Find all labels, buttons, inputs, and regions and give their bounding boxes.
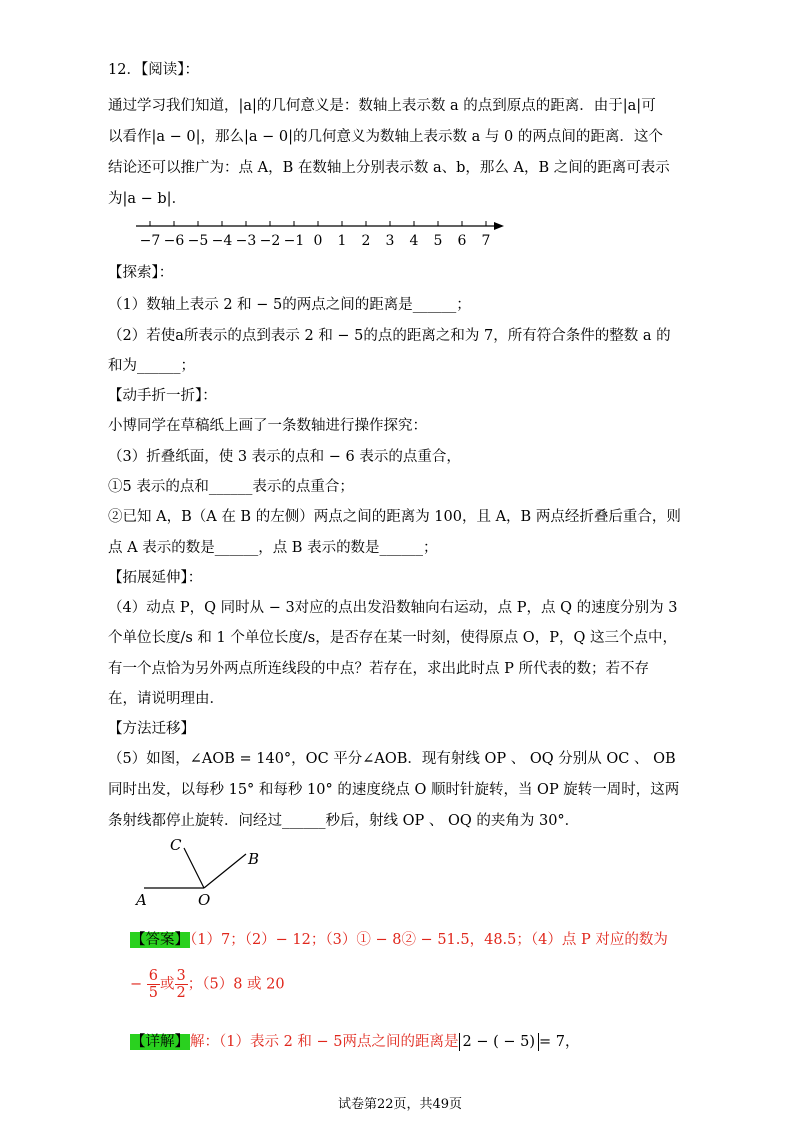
number-line-tick-label: 0 — [313, 233, 323, 249]
read-line-2: 以看作|a − 0|，那么|a − 0|的几何意义为数轴上表示数 a 与 0 的两点间的距离．这个 — [108, 129, 663, 145]
section-read-heading: 【阅读】： — [140, 62, 199, 78]
number-line-arrow — [494, 222, 504, 230]
section-extend-heading: 【拓展延伸】： — [108, 570, 203, 586]
label-O: O — [198, 891, 211, 909]
fraction-2-denominator: 2 — [176, 985, 186, 1001]
question-4-line-2: 个单位长度/s 和 1 个单位长度/s，是否存在某一时刻，使得原点 O，P，Q 这三个点中， — [108, 630, 677, 646]
question-4-line-4: 在，请说明理由． — [108, 691, 224, 707]
angle-figure — [130, 830, 280, 910]
answer-text: （1）7；（2）− 12；（3）① − 8② − 51.5，48.5；（4）点 P 对应的数为 — [190, 932, 668, 948]
read-line-3: 结论还可以推广为：点 A，B 在数轴上分别表示数 a、b，那么 A，B 之间的距离可表示 — [108, 160, 670, 176]
number-line-tick-label: 1 — [337, 233, 347, 249]
question-1: （1）数轴上表示 2 和 − 5的两点之间的距离是______； — [108, 297, 471, 313]
number-line-tick-label: 3 — [385, 233, 395, 249]
question-4-line-3: 有一个点恰为另外两点所连线段的中点？若存在，求出此时点 P 所代表的数；若不存 — [108, 661, 649, 677]
number-line-tick-label: −1 — [283, 233, 305, 249]
number-line-tick-label: −7 — [139, 233, 161, 249]
detail-text: 解：（1）表示 2 和 − 5两点之间的距离是 — [190, 1034, 459, 1050]
answer-tag: 【答案】 — [131, 932, 189, 948]
ray-OB — [204, 854, 246, 888]
answer-negative-sign: − — [130, 976, 143, 993]
number-line-tick-label: 2 — [361, 233, 371, 249]
fraction-1-numerator: 6 — [148, 968, 158, 984]
number-line-tick-label: −6 — [163, 233, 185, 249]
fraction-1-denominator: 5 — [148, 985, 158, 1001]
question-4-line-1: （4）动点 P，Q 同时从 − 3对应的点出发沿数轴向右运动，点 P，点 Q 的速度分别为 3 — [108, 600, 678, 616]
number-line-tick-label: 6 — [457, 233, 467, 249]
number-line-tick-label: −4 — [211, 233, 233, 249]
page-footer: 试卷第22页，共49页 — [337, 1097, 463, 1112]
label-A: A — [136, 891, 147, 909]
detail-tag: 【详解】 — [131, 1034, 189, 1050]
answer-or: 或 — [160, 976, 175, 993]
read-line-4: 为|a − b|． — [108, 191, 187, 207]
question-number: 12． — [108, 62, 141, 78]
ray-OC — [184, 848, 204, 888]
question-3-part-2-line-1: ②已知 A，B（A 在 B 的左侧）两点之间的距离为 100，且 A，B 两点经折叠后重合，则 — [108, 509, 681, 525]
fraction-2-numerator: 3 — [176, 968, 186, 984]
question-5-line-2: 同时出发，以每秒 15° 和每秒 10° 的速度绕点 O 顺时针旋转，当 OP 旋转一周时，这两 — [108, 782, 680, 798]
number-line-tick-label: 4 — [409, 233, 419, 249]
number-line — [120, 218, 520, 252]
question-3-part-2-line-2: 点 A 表示的数是______，点 B 表示的数是______； — [108, 540, 438, 556]
section-fold-heading: 【动手折一折】： — [108, 388, 217, 404]
section-explore-heading: 【探索】： — [108, 265, 174, 281]
label-B: B — [248, 850, 260, 868]
question-5-line-1: （5）如图，∠AOB = 140°，OC 平分∠AOB．现有射线 OP 、 OQ 分别从 OC 、 OB — [108, 751, 676, 767]
section-method-heading: 【方法迁移】 — [108, 721, 195, 737]
number-line-tick-label: −5 — [187, 233, 209, 249]
number-line-tick-label: −2 — [259, 233, 281, 249]
answer-tail: ；（5）8 或 20 — [187, 976, 285, 993]
question-2-line-2: 和为______； — [108, 358, 195, 374]
question-header — [108, 60, 199, 80]
question-3: （3）折叠纸面，使 3 表示的点和 − 6 表示的点重合， — [108, 449, 461, 465]
read-line-1: 通过学习我们知道，|a|的几何意义是：数轴上表示数 a 的点到原点的距离．由于|a|可 — [108, 98, 656, 114]
number-line-tick-label: −3 — [235, 233, 257, 249]
number-line-tick-label: 7 — [481, 233, 491, 249]
answer-fraction-1 — [147, 968, 160, 1001]
label-C: C — [170, 836, 182, 854]
detail-line — [130, 1032, 580, 1052]
detail-equals: = 7， — [539, 1034, 580, 1050]
answer-line-2 — [130, 968, 285, 1001]
question-2-line-1: （2）若使a所表示的点到表示 2 和 − 5的点的距离之和为 7，所有符合条件的整数 a 的 — [108, 328, 671, 344]
answer-line-1 — [130, 930, 668, 950]
question-3-part-1: ①5 表示的点和______表示的点重合； — [108, 479, 354, 495]
fold-intro: 小博同学在草稿纸上画了一条数轴进行操作探究： — [108, 418, 427, 434]
number-line-tick-label: 5 — [433, 233, 443, 249]
detail-abs-expression: 2 − ( − 5) — [459, 1033, 540, 1051]
question-5-line-3: 条射线都停止旋转．问经过______秒后，射线 OP 、 OQ 的夹角为 30°． — [108, 813, 580, 829]
answer-fraction-2 — [175, 968, 188, 1001]
